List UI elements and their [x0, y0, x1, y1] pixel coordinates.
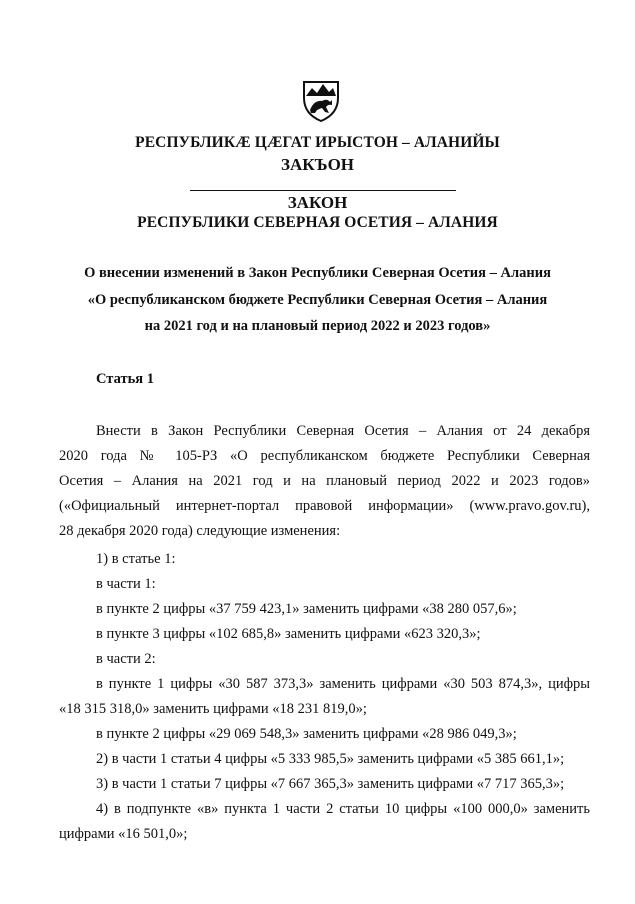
list-item-multiline — [59, 672, 590, 722]
intro-paragraph — [59, 419, 590, 544]
list-item: в части 2: — [96, 651, 156, 667]
header-divider — [190, 190, 456, 191]
list-item: в пункте 2 цифры «37 759 423,1» заменить цифрами «38 280 057,6»; — [96, 601, 517, 617]
list-item-line: в пункте 1 цифры «30 587 373,3» заменить цифрами «30 503 874,3», цифры — [96, 676, 590, 692]
law-title-line-1: О внесении изменений в Закон Республики Северная Осетия – Алания — [84, 265, 551, 281]
ossetian-law-label: ЗАКЪОН — [280, 155, 355, 174]
intro-line: 28 декабря 2020 года) следующие изменения: — [59, 523, 341, 539]
russian-law-label: ЗАКОН — [287, 193, 348, 212]
russian-republic-name: РЕСПУБЛИКИ СЕВЕРНАЯ ОСЕТИЯ – АЛАНИЯ — [137, 214, 498, 231]
ossetian-republic-name: РЕСПУБЛИКӔ ЦӔГАТ ИРЫСТОН – АЛАНИЙЫ — [135, 134, 500, 151]
list-item: 1) в статье 1: — [96, 551, 176, 567]
list-item-multiline — [59, 797, 590, 847]
intro-line: 2020 года № 105-РЗ «О республиканском бюджете Республики Северная — [59, 448, 590, 464]
list-item: 2) в части 1 статьи 4 цифры «5 333 985,5» заменить цифрами «5 385 661,1»; — [96, 751, 565, 767]
law-title-line-2: «О республиканском бюджете Республики Северная Осетия – Алания — [87, 292, 548, 308]
law-title-line-3: на 2021 год и на плановый период 2022 и 2023 годов» — [144, 318, 491, 334]
list-item-line: «18 315 318,0» заменить цифрами «18 231 819,0»; — [59, 701, 367, 717]
list-item-line: цифрами «16 501,0»; — [59, 826, 188, 842]
intro-line: Внести в Закон Республики Северная Осетия – Алания от 24 декабря — [96, 423, 590, 439]
intro-line: («Официальный интернет-портал правовой информации» (www.pravo.gov.ru), — [59, 498, 590, 514]
list-item: в пункте 2 цифры «29 069 548,3» заменить цифрами «28 986 049,3»; — [96, 726, 517, 742]
article-heading: Статья 1 — [96, 371, 154, 387]
list-item: 3) в части 1 статьи 7 цифры «7 667 365,3» заменить цифрами «7 717 365,3»; — [96, 776, 565, 792]
list-item-line: 4) в подпункте «в» пункта 1 части 2 статьи 10 цифры «100 000,0» заменить — [96, 801, 590, 817]
list-item: в пункте 3 цифры «102 685,8» заменить цифрами «623 320,3»; — [96, 626, 481, 642]
intro-line: Осетия – Алания на 2021 год и на плановый период 2022 и 2023 годов» — [59, 473, 590, 489]
coat-of-arms-emblem — [296, 74, 346, 124]
list-item: в части 1: — [96, 576, 156, 592]
